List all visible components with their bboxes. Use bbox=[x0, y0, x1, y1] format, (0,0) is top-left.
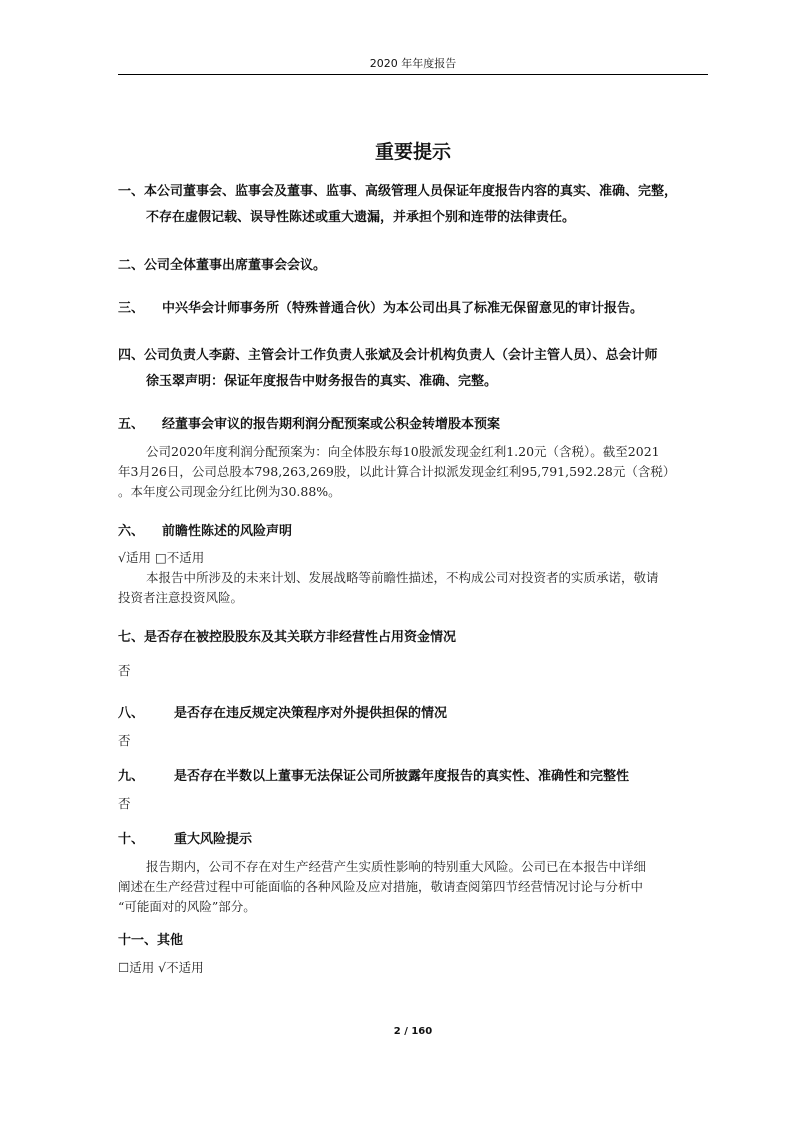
section-9-number: 九、 bbox=[118, 769, 145, 784]
section-10-body-line-3: “可能面对的风险”部分。 bbox=[118, 899, 256, 914]
section-6-body-line-2: 投资者注意投资风险。 bbox=[118, 590, 244, 605]
section-7-answer: 否 bbox=[118, 663, 131, 678]
section-8-text: 是否存在违反规定决策程序对外提供担保的情况 bbox=[174, 706, 448, 721]
section-10-body-line-2: 阐述在生产经营过程中可能面临的各种风险及应对措施，敬请查阅第四节经营情况讨论与分析中 bbox=[118, 879, 644, 894]
section-9-text: 是否存在半数以上董事无法保证公司所披露年度报告的真实性、准确性和完整性 bbox=[174, 769, 630, 784]
running-header: 2020 年年度报告 bbox=[369, 57, 457, 70]
section-6-heading bbox=[118, 518, 718, 546]
section-2-heading: 二、公司全体董事出席董事会会议。 bbox=[118, 258, 327, 273]
section-3-number: 三、 bbox=[118, 301, 145, 316]
section-8-heading bbox=[118, 700, 718, 728]
section-4-line-2: 徐玉翠声明：保证年度报告中财务报告的真实、准确、完整。 bbox=[146, 374, 498, 389]
section-5-number: 五、 bbox=[118, 417, 145, 432]
section-5-body bbox=[118, 442, 710, 502]
section-5-body-line-3: 。本年度公司现金分红比例为30.88%。 bbox=[118, 484, 341, 499]
section-6-body-line-1: 本报告中所涉及的未来计划、发展战略等前瞻性描述，不构成公司对投资者的实质承诺，敬请 bbox=[146, 570, 659, 585]
section-3-heading bbox=[118, 295, 718, 323]
section-9-answer: 否 bbox=[118, 796, 131, 811]
section-8-answer: 否 bbox=[118, 733, 131, 748]
section-1-line-1: 一、本公司董事会、监事会及董事、监事、高级管理人员保证年度报告内容的真实、准确、完整， bbox=[118, 184, 678, 199]
section-10-body-line-1: 报告期内，公司不存在对生产经营产生实质性影响的特别重大风险。公司已在本报告中详细 bbox=[146, 859, 647, 874]
section-6-number: 六、 bbox=[118, 524, 145, 539]
header-rule bbox=[118, 74, 708, 75]
section-5-text: 经董事会审议的报告期利润分配预案或公积金转增股本预案 bbox=[162, 417, 501, 432]
section-5-heading bbox=[118, 411, 718, 439]
section-11-heading: 十一、其他 bbox=[118, 933, 184, 948]
section-10-text: 重大风险提示 bbox=[174, 832, 253, 847]
section-10-body bbox=[118, 857, 710, 917]
section-7-heading: 七、是否存在被控股股东及其关联方非经营性占用资金情况 bbox=[118, 630, 457, 645]
page-number: 2 / 160 bbox=[393, 1026, 433, 1037]
section-11-option: ☐适用 √不适用 bbox=[118, 960, 204, 975]
page-title: 重要提示 bbox=[374, 141, 451, 163]
section-5-body-line-1: 公司2020年度利润分配预案为：向全体股东每10股派发现金红利1.20元（含税）。截至2021 bbox=[146, 444, 660, 459]
section-1-line-2: 不存在虚假记载、误导性陈述或重大遗漏，并承担个别和连带的法律责任。 bbox=[146, 210, 576, 225]
section-10-heading bbox=[118, 826, 718, 854]
section-6-text: 前瞻性陈述的风险声明 bbox=[162, 524, 293, 539]
section-6-body bbox=[118, 548, 710, 608]
section-9-heading bbox=[118, 763, 718, 791]
section-4-line-1: 四、公司负责人李蔚、主管会计工作负责人张斌及会计机构负责人（会计主管人员）、总会计师 bbox=[118, 348, 658, 363]
section-8-number: 八、 bbox=[118, 706, 145, 721]
section-6-option: √适用 □不适用 bbox=[118, 550, 205, 565]
section-10-number: 十、 bbox=[118, 832, 145, 847]
section-5-body-line-2: 年3月26日，公司总股本798,263,269股，以此计算合计拟派发现金红利95,791,592.28元（含税） bbox=[118, 464, 676, 479]
section-3-text: 中兴华会计师事务所（特殊普通合伙）为本公司出具了标准无保留意见的审计报告。 bbox=[162, 301, 644, 316]
